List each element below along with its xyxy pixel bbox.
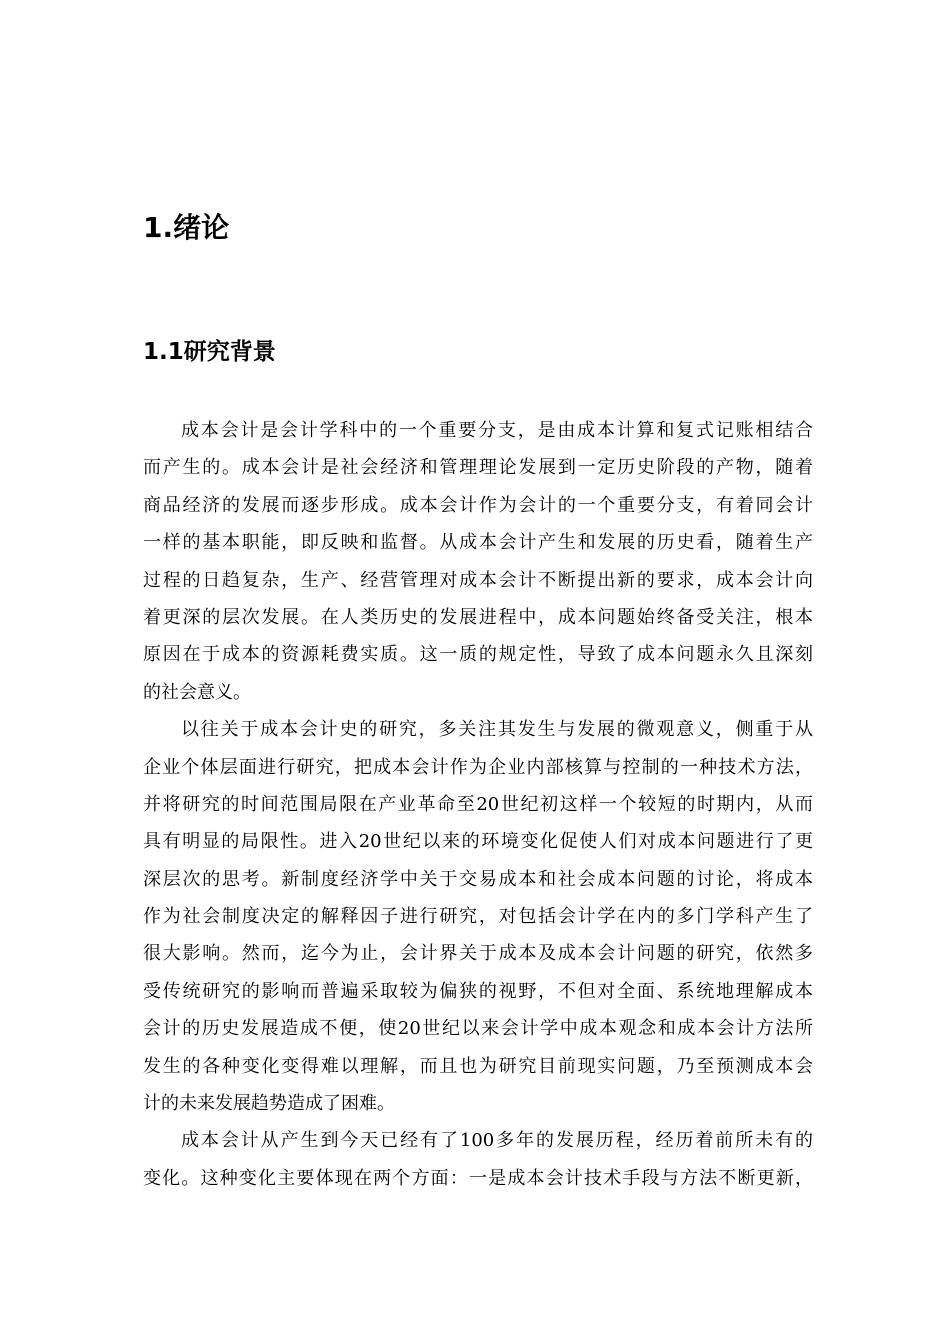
text-line: 的社会意义。 — [143, 681, 251, 703]
text-line: 着更深的层次发展。在人类历史的发展进程中，成本问题始终备受关注，根本 — [143, 606, 813, 628]
text-line: 发生的各种变化变得难以理解，而且也为研究目前现实问题，乃至预测成本会 — [143, 1055, 813, 1077]
text-line: 以往关于成本会计史的研究，多关注其发生与发展的微观意义，侧重于从 — [181, 719, 813, 741]
text-line: 成本会计从产生到今天已经有了100多年的发展历程，经历着前所未有的 — [181, 1130, 813, 1152]
text-line: 计的未来发展趋势造成了困难。 — [143, 1093, 395, 1115]
section-heading: 1.1研究背景 — [143, 339, 276, 365]
text-line: 并将研究的时间范围局限在产业革命至20世纪初这样一个较短的时期内，从而 — [143, 793, 813, 815]
paragraph-2 — [143, 711, 813, 1122]
text-line: 作为社会制度决定的解释因子进行研究，对包括会计学在内的多门学科产生了 — [143, 906, 813, 928]
text-line: 深层次的思考。新制度经济学中关于交易成本和社会成本问题的讨论，将成本 — [143, 868, 813, 890]
text-line: 商品经济的发展而逐步形成。成本会计作为会计的一个重要分支，有着同会计 — [143, 494, 813, 516]
chapter-heading: 1.绪论 — [143, 211, 230, 244]
text-line: 受传统研究的影响而普遍采取较为偏狭的视野，不但对全面、系统地理解成本 — [143, 980, 813, 1002]
text-line: 一样的基本职能，即反映和监督。从成本会计产生和发展的历史看，随着生产 — [143, 532, 813, 554]
text-line: 变化。这种变化主要体现在两个方面：一是成本会计技术手段与方法不断更新， — [143, 1167, 813, 1189]
text-line: 很大影响。然而，迄今为止，会计界关于成本及成本会计问题的研究，依然多 — [143, 943, 813, 965]
text-line: 而产生的。成本会计是社会经济和管理理论发展到一定历史阶段的产物，随着 — [143, 457, 813, 479]
text-line: 会计的历史发展造成不便，使20世纪以来会计学中成本观念和成本会计方法所 — [143, 1018, 813, 1040]
text-line: 原因在于成本的资源耗费实质。这一质的规定性，导致了成本问题永久且深刻 — [143, 644, 813, 666]
text-line: 过程的日趋复杂，生产、经营管理对成本会计不断提出新的要求，成本会计向 — [143, 569, 813, 591]
paragraph-3 — [143, 1122, 813, 1197]
text-line: 成本会计是会计学科中的一个重要分支，是由成本计算和复式记账相结合 — [181, 420, 813, 441]
text-line: 具有明显的局限性。进入20世纪以来的环境变化促使人们对成本问题进行了更 — [143, 831, 813, 853]
text-line: 企业个体层面进行研究，把成本会计作为企业内部核算与控制的一种技术方法， — [143, 756, 813, 778]
paragraph-1 — [143, 412, 813, 711]
body-text — [143, 412, 813, 1197]
